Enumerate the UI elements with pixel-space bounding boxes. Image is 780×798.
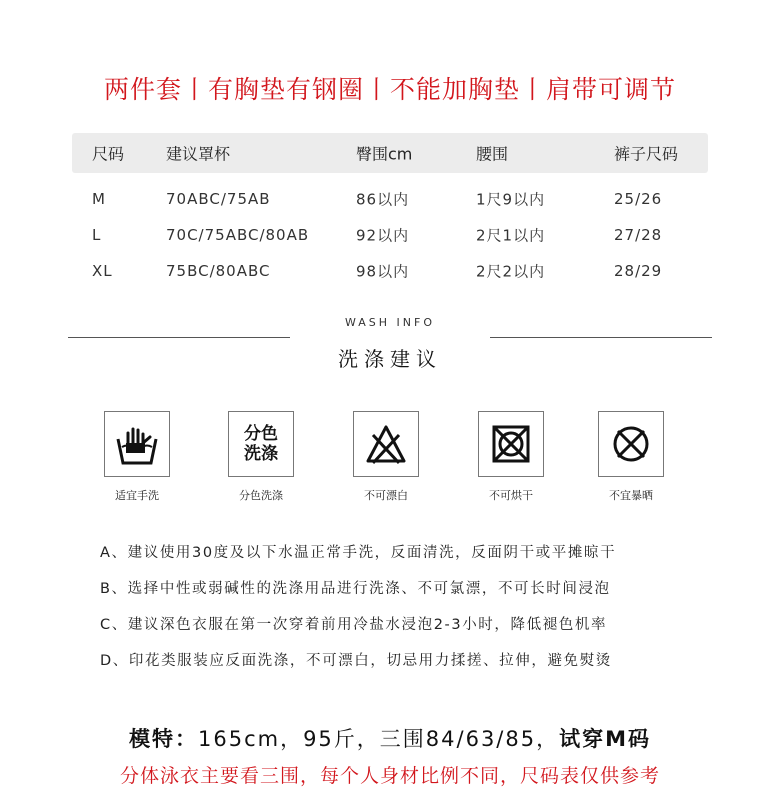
row-cup: 70C/75ABC/80AB [166,226,310,244]
care-caption: 适宜手洗 [115,489,159,502]
wash-info-title-cn: 洗涤建议 [338,347,442,371]
row-size: L [92,226,102,244]
model-label: 模特： [128,727,198,751]
row-hip: 86以内 [356,190,410,209]
tip-a: A、建议使用30度及以下水温正常手洗，反面清洗，反面阴干或平摊晾干 [100,545,617,561]
row-waist: 2尺1以内 [476,226,546,245]
row-cup: 70ABC/75AB [166,190,271,208]
row-hip: 92以内 [356,226,410,245]
table-row [72,181,708,217]
divider-right [490,337,712,338]
row-waist: 2尺2以内 [476,262,546,281]
separate-color-wash-icon: 分色 洗涤 [228,411,294,477]
care-item-hand-wash [82,411,192,503]
care-caption: 不宜暴晒 [609,489,653,502]
care-item-no-bleach [331,411,441,503]
divider-left [68,337,290,338]
row-waist: 1尺9以内 [476,190,546,209]
tip-c: C、建议深色衣服在第一次穿着前用冷盐水浸泡2-3小时，降低褪色机率 [100,617,608,633]
care-caption: 不可漂白 [364,489,408,502]
care-item-separate-wash [206,411,316,503]
hand-wash-icon [104,411,170,477]
row-pants-size: 25/26 [614,190,663,208]
table-row [72,253,708,289]
header-size: 尺码 [92,144,125,164]
care-item-no-tumble-dry [456,411,566,503]
size-table [72,133,708,289]
no-bleach-icon [353,411,419,477]
header-pants-size: 裤子尺码 [614,144,679,164]
wash-info-title-en: WASH INFO [344,316,435,329]
no-tumble-dry-icon [478,411,544,477]
row-size: XL [92,262,113,280]
headline: 两件套丨有胸垫有钢圈丨不能加胸垫丨肩带可调节 [103,75,676,104]
care-tips [100,542,700,686]
row-size: M [92,190,106,208]
model-tryon: 试穿M码 [559,727,652,751]
size-table-header [72,133,708,173]
care-caption: 分色洗涤 [239,489,283,502]
header-cup: 建议罩杯 [166,144,231,164]
size-note: 分体泳衣主要看三围，每个人身材比例不同，尺码表仅供参考 [119,765,660,787]
row-cup: 75BC/80ABC [166,262,271,280]
row-hip: 98以内 [356,262,410,281]
model-info [0,723,780,753]
header-hip: 臀围cm [356,144,413,164]
care-caption: 不可烘干 [489,489,533,502]
table-row [72,217,708,253]
row-pants-size: 28/29 [614,262,663,280]
care-item-no-sun-dry [576,411,686,503]
no-sun-dry-icon [598,411,664,477]
row-pants-size: 27/28 [614,226,663,244]
model-measurements: 165cm，95斤，三围84/63/85， [197,727,560,751]
header-waist: 腰围 [476,144,509,164]
tip-d: D、印花类服装应反面洗涤，不可漂白，切忌用力揉搓、拉伸，避免熨烫 [100,653,612,669]
tip-b: B、选择中性或弱碱性的洗涤用品进行洗涤、不可氯漂，不可长时间浸泡 [100,581,611,597]
